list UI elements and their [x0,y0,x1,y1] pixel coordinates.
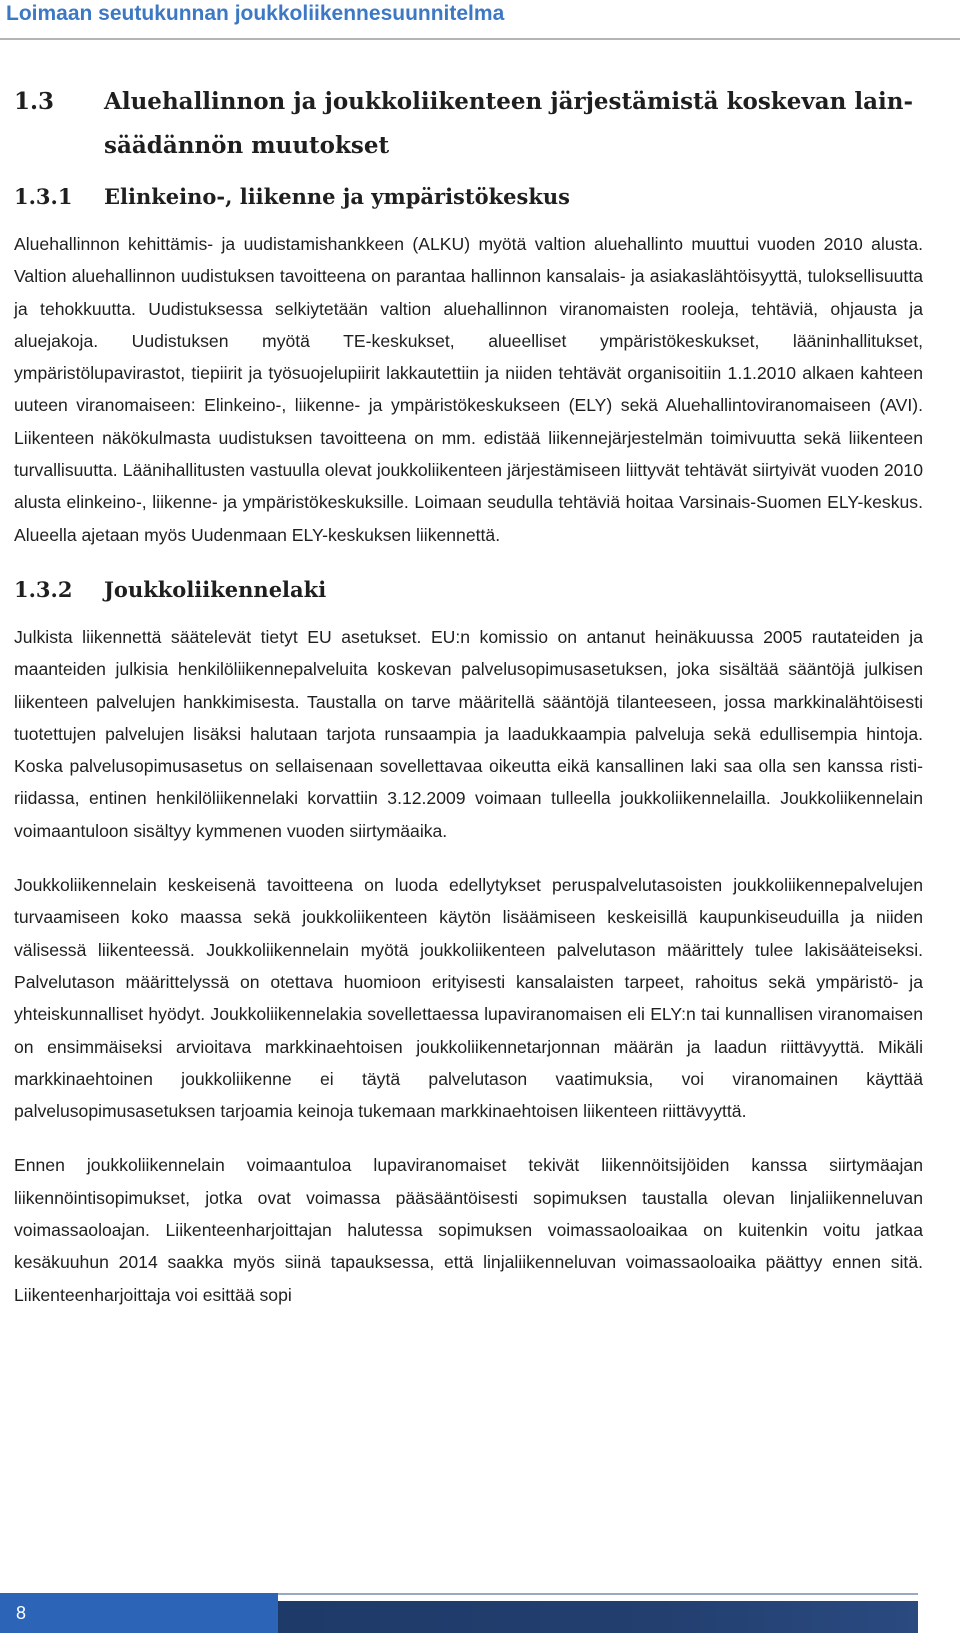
document-title: Loimaan seutukunnan joukkoliikennesuunnitelma [6,2,505,25]
subsection-title: Joukkoliikennelaki [104,576,327,602]
section-title: Aluehallinnon ja joukkoliikenteen järjestämistä koskevan lainsäädännön muutokset [104,88,914,159]
page-number: 8 [16,1603,27,1623]
subsection-heading-1-3-1 [14,180,923,214]
paragraph: Julkista liikennettä säätelevät tietyt EU asetukset. EU:n komissio on antanut heinäkuussa 2005 rautateiden ja maanteiden julkisia henkilöliikennepalveluita koskevan palvelusopimusasetuksen, joka sisältää sääntöjä julkisen liikenteen palvelujen hankkimisesta. Taustalla on tarve määritellä sääntöjä tilanteeseen, jossa markkinalähtöisesti tuotettujen palvelujen lisäksi halutaan tarjota runsaampia ja laadukkaampia palveluja sekä edullisempia hintoja. Koska palvelusopimusasetus on sellaisenaan sovellettavaa oikeutta eikä kansallinen laki saa olla sen kanssa ristiriidassa, entinen henkilöliikennelaki korvattiin 3.12.2009 voimaan tulleella joukkoliikennelailla. Joukkoliikennelain voimaantuloon sisältyy kymmenen vuoden siirtymäaika. [14,626,923,841]
page-header [0,0,960,40]
paragraph: Joukkoliikennelain keskeisenä tavoitteena on luoda edellytykset peruspalvelutasoisten joukkoliikennepalvelujen turvaamiseen koko maassa sekä joukkoliikenteen käytön lisäämiseen keskeisillä kaupunkiseuduilla ja niiden välisessä liikenteessä. Joukkoliikennelain myötä joukkoliikenteen palvelutason määrittely tulee lakisääteiseksi. Palvelutason määrittelyssä on otettava huomioon erityisesti kansalaisten tarpeet, rahoitus sekä ympäristö- ja yhteiskunnalliset hyödyt. Joukkoliikennelakia sovellettaessa lupaviranomaisen eli ELY:n tai kunnallisen viranomaisen on ensimmäiseksi arvioitava markkinaehtoisen joukkoliikennetarjonnan määrän ja laadun riittävyyttä. Mikäli markkinaehtoinen joukkoliikenne ei täytä palvelutason vaatimuksia, voi viranomainen käyttää palvelusopimusasetuksen tarjoamia keinoja tukemaan markkinaehtoisen liikenteen riittävyyttä. [14,875,923,1122]
paragraph: Ennen joukkoliikennelain voimaantuloa lupaviranomaiset tekivät liikennöitsijöiden kanssa siirtymäajan liikennöintisopimukset, jotka ovat voimassa pääsääntöisesti sopimuksen taustalla olevan linjaliikenneluvan voimassaoloajan. Liikenteenharjoittajan halutessa sopimuksen voimassaoloaikaa on kuitenkin voitu jatkaa kesäkuuhun 2014 saakka myös siinä tapauksessa, että linjaliikenneluvan voimassaoloaika päättyy ennen sitä. Liikenteenharjoittaja voi esittää sopi [14,1155,923,1305]
footer-band-light [0,1593,278,1633]
subsection-number: 1.3.2 [14,576,73,602]
page-body [14,80,923,1333]
header-divider [0,38,960,40]
page-footer [0,1593,960,1633]
subsection-heading-1-3-2 [14,573,923,607]
paragraph: Aluehallinnon kehittämis- ja uudistamishankkeen (ALKU) myötä valtion aluehallinto muuttui vuoden 2010 alusta. Valtion aluehallinnon uudistuksen tavoitteena on parantaa hallinnon kansalais- ja asiakaslähtöisyyttä, tuloksellisuutta ja tehokkuutta. Uudistuksessa selkiytetään valtion aluehallinnon viranomaisten rooleja, tehtäviä, ohjausta ja aluejakoja. Uudistuksen myötä TE-keskukset, alueelliset ympäristökeskukset, lääninhallitukset, ympäristölupavirastot, tiepiirit ja työsuojelupiirit lakkautettiin ja niiden tehtävät organisoitiin 1.1.2010 alkaen kahteen uuteen viranomaiseen: Elinkeino-, liikenne- ja ympäristökeskukseen (ELY) sekä Aluehallintoviranomaiseen (AVI). Liikenteen näkökulmasta uudistuksen tavoitteena on mm. edistää liikennejärjestelmän toimivuutta sekä liikenteen turvallisuutta. Läänihallitusten vastuulla olevat joukkoliikenteen järjestämiseen liittyvät tehtävät siirtyivät vuoden 2010 alusta elinkeino-, liikenne- ja ympäristökeskuksille. Loimaan seudulla tehtäviä hoitaa Varsinais-Suomen ELY-keskus. Alueella ajetaan myös Uudenmaan ELY-keskuksen liikennettä. [14,234,923,545]
subsection-number: 1.3.1 [14,184,73,209]
section-heading-1-3 [14,80,923,168]
footer-band-dark [278,1601,918,1633]
footer-divider [278,1593,918,1595]
section-number: 1.3 [14,88,55,115]
subsection-title: Elinkeino-, liikenne ja ympäristökeskus [104,184,570,209]
